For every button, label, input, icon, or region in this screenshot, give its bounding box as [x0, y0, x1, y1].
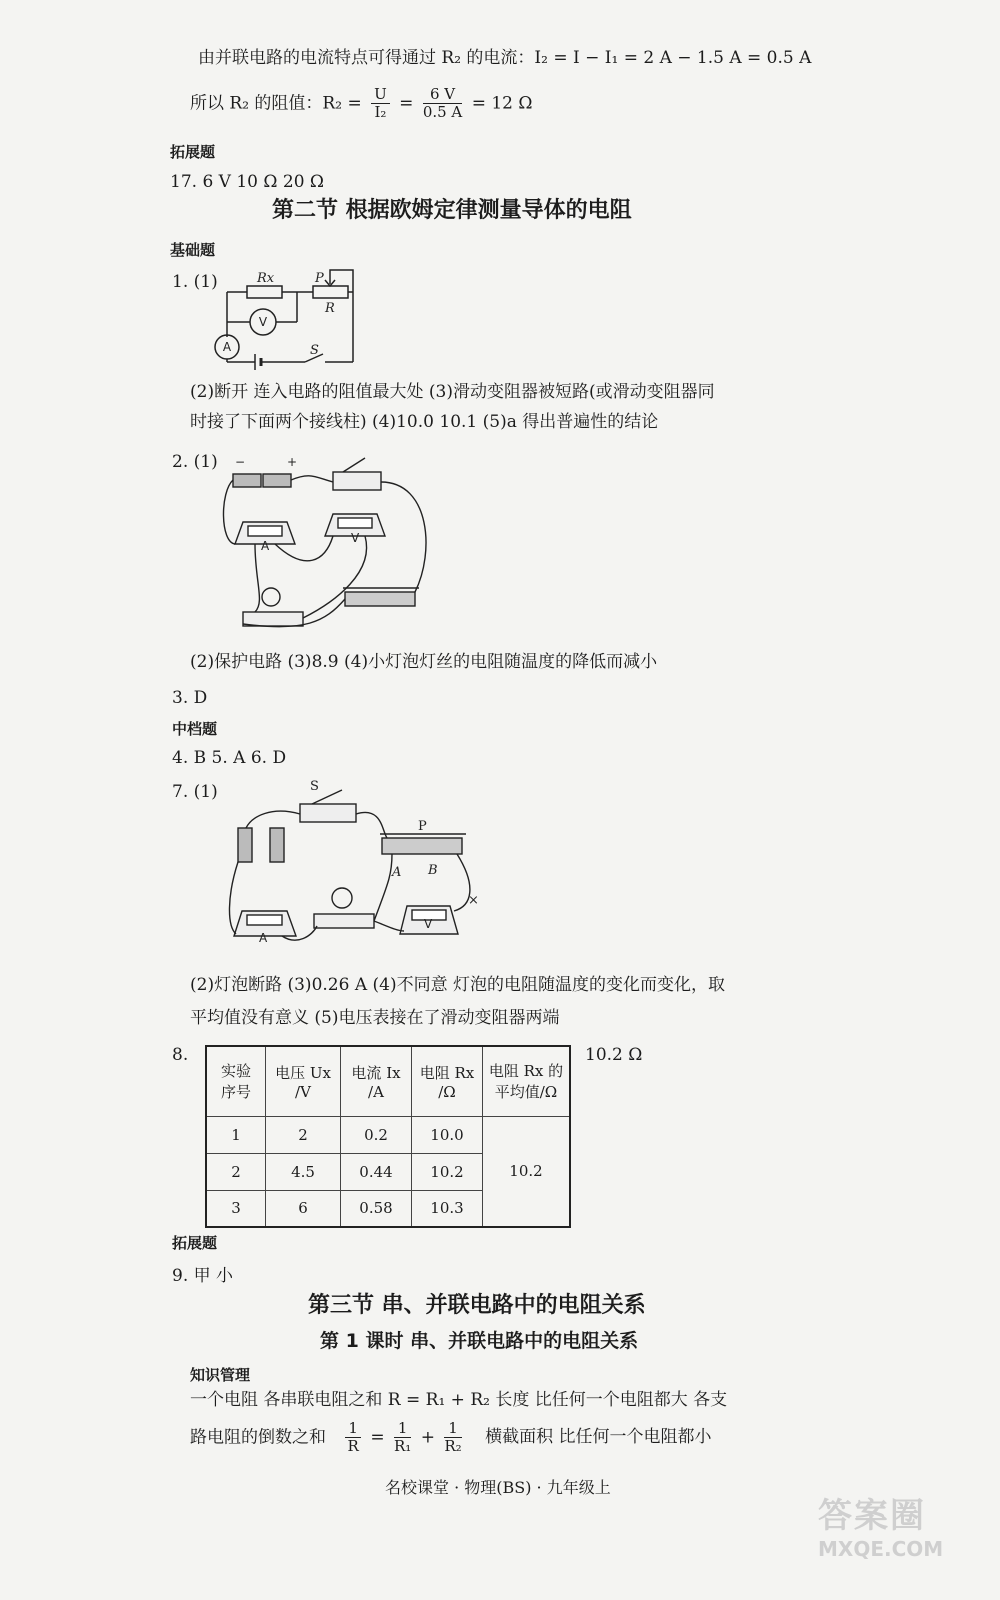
table-cell: 3	[206, 1190, 266, 1227]
q1-number: 1. (1)	[172, 272, 218, 292]
q7-answer-line-2: 平均值没有意义 (5)电压表接在了滑动变阻器两端	[190, 1008, 560, 1028]
table-cell: 2	[266, 1116, 341, 1153]
rheostat-icon	[313, 286, 348, 298]
watermark-top: 答案圈	[818, 1496, 926, 1536]
label-cross: ×	[468, 893, 479, 908]
fraction-denominator: I₂	[374, 103, 387, 122]
mid-label: 中档题	[172, 720, 218, 738]
fraction-denominator: 0.5 A	[422, 103, 463, 122]
answer-3: 3. D	[172, 688, 208, 708]
table-cell: 4.5	[266, 1153, 341, 1190]
q7-number: 7. (1)	[172, 782, 218, 802]
knowledge-prefix: 路电阻的倒数之和	[190, 1427, 326, 1448]
label-p: P	[315, 271, 324, 286]
section-2-title: 第二节 根据欧姆定律测量导体的电阻	[272, 198, 632, 223]
fraction-1-over-r	[345, 1420, 361, 1456]
solution-line-resistance	[190, 86, 532, 122]
q1-circuit-diagram	[205, 262, 365, 382]
label-plus: +	[287, 455, 298, 469]
resistance-prefix: 所以 R₂ 的阻值：R₂ =	[190, 93, 362, 114]
fraction-u-over-i2	[371, 86, 390, 122]
label-rx: Rx	[257, 271, 275, 286]
q8-number: 8.	[172, 1045, 189, 1065]
table-header-cell: 电流 Ix /A	[341, 1046, 412, 1116]
q8-answer: 10.2 Ω	[585, 1045, 643, 1065]
fraction-numerator: 6 V	[423, 86, 462, 104]
experiment-table	[205, 1045, 571, 1228]
q2-number: 2. (1)	[172, 452, 218, 472]
answers-4-5-6: 4. B 5. A 6. D	[172, 748, 287, 768]
table-header-cell: 电压 Ux /V	[266, 1046, 341, 1116]
battery-cell-icon	[238, 828, 252, 862]
resistance-result: = 12 Ω	[471, 93, 533, 114]
lamp-base-icon	[243, 612, 303, 626]
resistor-rx-icon	[247, 286, 282, 298]
q2-physical-circuit	[215, 452, 445, 647]
extend-label-2: 拓展题	[172, 1234, 218, 1252]
fraction-numerator: U	[371, 86, 390, 104]
bulb-icon	[262, 588, 280, 606]
table-cell: 0.44	[341, 1153, 412, 1190]
table-cell: 10.0	[412, 1116, 483, 1153]
label-a: A	[222, 340, 232, 354]
table-cell: 10.3	[412, 1190, 483, 1227]
table-average-cell: 10.2	[483, 1116, 571, 1227]
basic-label: 基础题	[170, 241, 216, 259]
fraction-denominator: R	[347, 1437, 359, 1456]
label-minus: −	[235, 455, 246, 469]
label-ammeter: A	[261, 539, 270, 553]
equals-sign: =	[370, 1427, 385, 1448]
lamp-base-icon	[314, 914, 374, 928]
fraction-denominator: R₁	[394, 1437, 412, 1456]
table-row	[206, 1116, 570, 1153]
table-cell: 10.2	[412, 1153, 483, 1190]
fraction-6v-over-05a	[423, 86, 462, 122]
label-s: S	[310, 779, 319, 794]
battery-cell-icon	[233, 474, 261, 487]
table-header-row	[206, 1046, 570, 1116]
knowledge-line-2	[190, 1420, 712, 1456]
fraction-numerator: 1	[345, 1420, 361, 1438]
watermark-bottom: MXQE.COM	[818, 1537, 944, 1561]
battery-cell-icon	[263, 474, 291, 487]
extend-label-1: 拓展题	[170, 143, 216, 161]
q2-answer: (2)保护电路 (3)8.9 (4)小灯泡灯丝的电阻随温度的降低而减小	[190, 652, 658, 672]
label-ammeter: A	[259, 931, 268, 945]
fraction-numerator: 1	[444, 1420, 461, 1438]
table-header-cell: 实验 序号	[206, 1046, 266, 1116]
plus-sign: +	[420, 1427, 435, 1448]
answer-9: 9. 甲 小	[172, 1266, 234, 1286]
section-3-title: 第三节 串、并联电路中的电阻关系	[308, 1293, 646, 1318]
fraction-denominator: R₂	[444, 1437, 462, 1456]
knowledge-line-1: 一个电阻 各串联电阻之和 R = R₁ + R₂ 长度 比任何一个电阻都大 各支	[190, 1390, 728, 1410]
table-cell: 0.2	[341, 1116, 412, 1153]
fraction-numerator: 1	[394, 1420, 411, 1438]
label-s: S	[310, 343, 319, 358]
table-cell: 0.58	[341, 1190, 412, 1227]
section-3-subtitle: 第 1 课时 串、并联电路中的电阻关系	[320, 1330, 639, 1352]
switch-icon	[333, 472, 381, 490]
label-voltmeter: V	[424, 917, 433, 931]
q7-answer-line-1: (2)灯泡断路 (3)0.26 A (4)不同意 灯泡的电阻随温度的变化而变化，取	[190, 975, 725, 995]
table-cell: 2	[206, 1153, 266, 1190]
label-r: R	[325, 301, 335, 316]
label-end-b: B	[428, 863, 438, 878]
solution-line-current: 由并联电路的电流特点可得通过 R₂ 的电流：I₂ = I − I₁ = 2 A − 1.5 A = 0.5 A	[198, 48, 812, 68]
q1-answer-line-1: (2)断开 连入电路的阻值最大处 (3)滑动变阻器被短路(或滑动变阻器同	[190, 382, 715, 402]
label-p: P	[418, 819, 427, 834]
rheostat-icon	[382, 838, 462, 854]
q7-physical-circuit	[222, 776, 492, 971]
knowledge-suffix: 横截面积 比任何一个电阻都小	[485, 1427, 712, 1448]
table-header-cell: 电阻 Rx 的 平均值/Ω	[483, 1046, 571, 1116]
page-footer: 名校课堂 · 物理(BS) · 九年级上	[385, 1478, 611, 1497]
answer-17: 17. 6 V 10 Ω 20 Ω	[170, 172, 325, 192]
bulb-icon	[332, 888, 352, 908]
switch-icon	[300, 804, 356, 822]
fraction-1-over-r2	[444, 1420, 461, 1456]
table-cell: 1	[206, 1116, 266, 1153]
q1-answer-line-2: 时接了下面两个接线柱) (4)10.0 10.1 (5)a 得出普遍性的结论	[190, 412, 659, 432]
label-end-a: A	[392, 865, 402, 880]
knowledge-label: 知识管理	[190, 1366, 251, 1384]
label-v: V	[258, 315, 268, 329]
fraction-1-over-r1	[394, 1420, 411, 1456]
rheostat-icon	[345, 592, 415, 606]
watermark-logo	[818, 1488, 978, 1598]
battery-cell-icon	[270, 828, 284, 862]
label-voltmeter: V	[351, 531, 360, 545]
table-cell: 6	[266, 1190, 341, 1227]
table-header-cell: 电阻 Rx /Ω	[412, 1046, 483, 1116]
equals-sign: =	[399, 93, 414, 114]
